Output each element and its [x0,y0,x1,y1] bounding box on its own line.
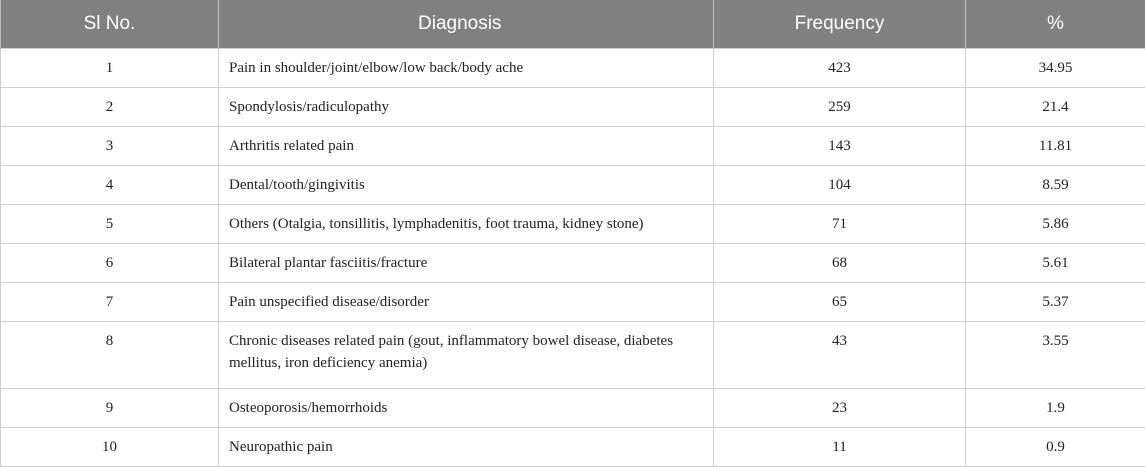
cell-percent: 0.9 [966,428,1145,467]
cell-diagnosis: Pain in shoulder/joint/elbow/low back/body ache [219,49,714,88]
table-row [1,428,1145,467]
cell-frequency: 423 [714,49,966,88]
cell-percent: 34.95 [966,49,1145,88]
cell-frequency: 23 [714,389,966,428]
table-row [1,389,1145,428]
cell-diagnosis: Others (Otalgia, tonsillitis, lymphadenitis, foot trauma, kidney stone) [219,205,714,244]
header-diagnosis: Diagnosis [219,0,714,49]
table-row [1,127,1145,166]
cell-diagnosis: Neuropathic pain [219,428,714,467]
cell-frequency: 65 [714,283,966,322]
cell-diagnosis: Bilateral plantar fasciitis/fracture [219,244,714,283]
cell-diagnosis: Chronic diseases related pain (gout, inflammatory bowel disease, diabetes mellitus, iron deficiency anemia) [219,322,714,389]
cell-diagnosis: Spondylosis/radiculopathy [219,88,714,127]
cell-diagnosis: Pain unspecified disease/disorder [219,283,714,322]
cell-percent: 3.55 [966,322,1145,389]
cell-sl: 5 [1,205,219,244]
table-row [1,88,1145,127]
cell-frequency: 68 [714,244,966,283]
cell-sl: 2 [1,88,219,127]
table-row [1,283,1145,322]
cell-frequency: 143 [714,127,966,166]
cell-frequency: 259 [714,88,966,127]
cell-percent: 5.61 [966,244,1145,283]
header-row [1,0,1145,49]
header-percent: % [966,0,1145,49]
table-row [1,205,1145,244]
cell-percent: 1.9 [966,389,1145,428]
cell-diagnosis: Osteoporosis/hemorrhoids [219,389,714,428]
cell-diagnosis: Dental/tooth/gingivitis [219,166,714,205]
cell-percent: 11.81 [966,127,1145,166]
table-row [1,244,1145,283]
cell-diagnosis: Arthritis related pain [219,127,714,166]
cell-frequency: 11 [714,428,966,467]
cell-sl: 4 [1,166,219,205]
cell-frequency: 71 [714,205,966,244]
cell-sl: 8 [1,322,219,389]
cell-percent: 5.37 [966,283,1145,322]
table-row [1,166,1145,205]
cell-sl: 1 [1,49,219,88]
cell-sl: 3 [1,127,219,166]
table-row [1,49,1145,88]
cell-sl: 6 [1,244,219,283]
header-frequency: Frequency [714,0,966,49]
header-sl-no: Sl No. [1,0,219,49]
table-body [1,49,1145,467]
cell-percent: 21.4 [966,88,1145,127]
table-header [1,0,1145,49]
cell-frequency: 104 [714,166,966,205]
table-row [1,322,1145,389]
cell-sl: 9 [1,389,219,428]
cell-percent: 5.86 [966,205,1145,244]
cell-percent: 8.59 [966,166,1145,205]
cell-sl: 10 [1,428,219,467]
cell-frequency: 43 [714,322,966,389]
cell-sl: 7 [1,283,219,322]
